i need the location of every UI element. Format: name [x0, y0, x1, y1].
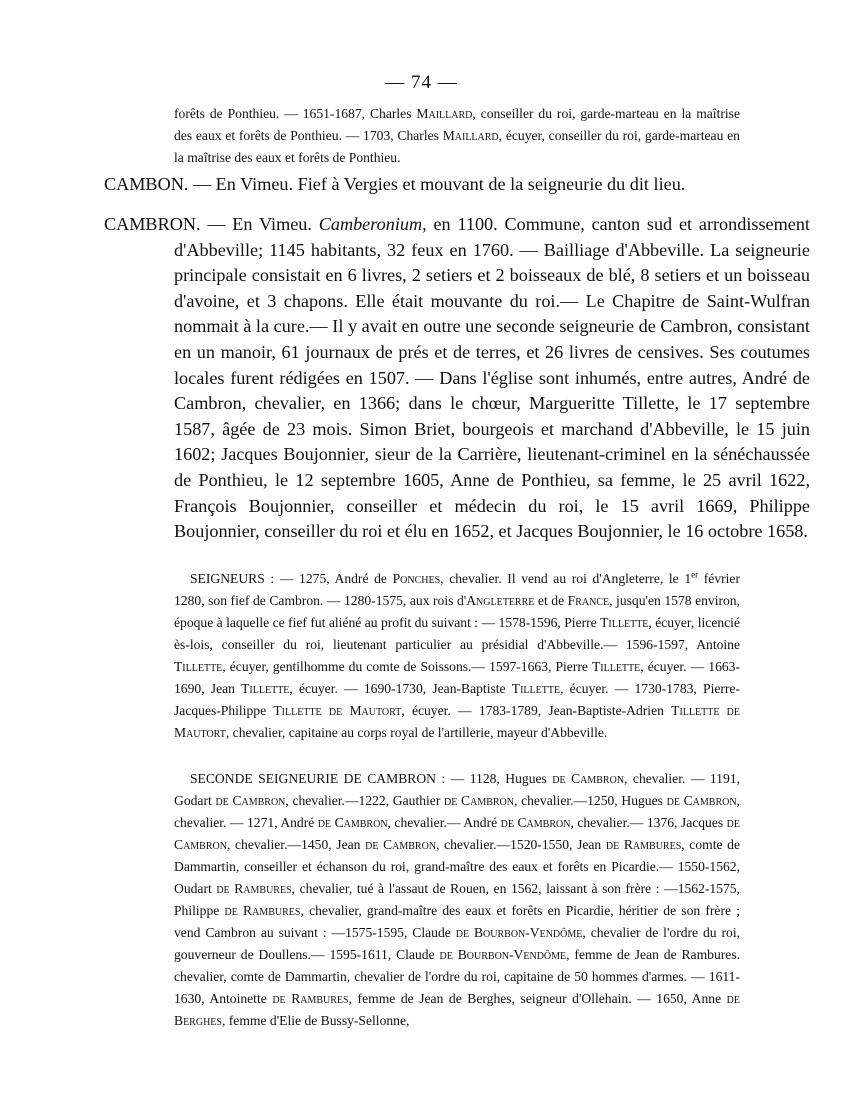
surname: France: [567, 593, 610, 608]
surname: de Bourbon-Vendôme: [455, 925, 583, 940]
surname: de Rambures: [272, 991, 349, 1006]
surname: Ponches: [392, 571, 441, 586]
surname: Tillette de Mautort: [273, 703, 402, 718]
surname: de Cambron: [174, 815, 740, 852]
superscript: er: [691, 569, 699, 580]
surname: Maillard: [442, 128, 499, 143]
surname: de Rambures: [605, 837, 682, 852]
surname: Angleterre: [466, 593, 535, 608]
entry-cambron: CAMBRON. — En Vimeu. Camberonium, en 1100. Commune, canton sud et arrondissement d'Abbeville; 1145 habitants, 32 feux en 1760. — Bailliage d'Abbeville. La seigneurie principale consistait en 6 livres, 2 setiers et 2 boisseaux de blé, 8 setiers et un boisseau d'avoine, et 3 chapons. Elle était mouvante du roi.— Le Chapitre de Saint-Wulfran nommait à la cure.— Il y avait en outre une seconde seigneurie de Cambron, consistant en un manoir, 61 journaux de prés et de terres, et 26 livres de censives. Ses coutumes locales furent rédigées en 1507. — Dans l'église sont inhumés, entre autres, André de Cambron, chevalier, en 1366; dans le chœur, Margueritte Tillette, le 17 septembre 1587, âgée de 23 mois. Simon Briet, bourgeois et marchand d'Abbeville, le 15 juin 1602; Jacques Boujonnier, sieur de la Carrière, lieutenant-criminel en la sénéchaussée de Ponthieu, le 12 septembre 1605, Anne de Ponthieu, sa femme, le 25 avril 1622, François Boujonnier, conseiller et médecin du roi, le 15 avril 1669, Philippe Boujonnier, conseiller du roi et élu en 1652, et Jacques Boujonnier, le 16 octobre 1658.: [104, 214, 810, 542]
surname: de Cambron: [552, 771, 625, 786]
surname: de Cambron: [500, 815, 571, 830]
surname: de Berghes: [174, 991, 740, 1028]
continuation-paragraph: forêts de Ponthieu. — 1651-1687, Charles Maillard, conseiller du roi, garde-marteau en la maîtrise des eaux et forêts de Ponthieu. — 1703, Charles Maillard, écuyer, conseiller du roi, garde-marteau en la maîtrise des eaux et forêts de Ponthieu.: [174, 106, 740, 165]
entry-heading: CAMBON.: [104, 174, 189, 194]
seigneurs-paragraph: SEIGNEURS : — 1275, André de Ponches, chevalier. Il vend au roi d'Angleterre, le 1er février 1280, son fief de Cambron. — 1280-1575, aux rois d'Angleterre et de France, jusqu'en 1578 environ, époque à laquelle ce fief fut aliéné au profit du suivant : — 1578-1596, Pierre Tillette, écuyer, licencié ès-lois, conseiller du roi, lieutenant particulier au présidial d'Abbeville.— 1596-1597, Antoine Tillette, écuyer, gentilhomme du comte de Soissons.— 1597-1663, Pierre Tillette, écuyer. — 1663-1690, Jean Tillette, écuyer. — 1690-1730, Jean-Baptiste Tillette, écuyer. — 1730-1783, Pierre-Jacques-Philippe Tillette de Mautort, écuyer. — 1783-1789, Jean-Baptiste-Adrien Tillette de Mautort, chevalier, capitaine au corps royal de l'artillerie, mayeur d'Abbeville.: [174, 569, 741, 740]
surname: de Cambron: [666, 793, 737, 808]
seconde-seigneurie-paragraph: SECONDE SEIGNEURIE DE CAMBRON : — 1128, Hugues de Cambron, chevalier. — 1191, Godart de Cambron, chevalier.—1222, Gauthier de Cambron, chevalier.—1250, Hugues de Cambron, chevalier. — 1271, André de Cambron, chevalier.— André de Cambron, chevalier.— 1376, Jacques de Cambron, chevalier.—1450, Jean de Cambron, chevalier.—1520-1550, Jean de Rambures, comte de Dammartin, conseiller et échanson du roi, grand-maître des eaux et forêts en Picardie.— 1550-1562, Oudart de Rambures, chevalier, tué à l'assaut de Rouen, en 1562, laissant à son frère : —1562-1575, Philippe de Rambures, chevalier, grand-maître des eaux et forêts en Picardie, héritier de son frère ; vend Cambron au suivant : —1575-1595, Claude de Bourbon-Vendôme, chevalier de l'ordre du roi, gouverneur de Doullens.— 1595-1611, Claude de Bourbon-Vendôme, femme de Jean de Rambures. chevalier, comte de Dammartin, chevalier de l'ordre du roi, capitaine de 50 hommes d'armes. — 1611-1630, Antoinette de Rambures, femme de Jean de Berghes, seigneur d'Ollehain. — 1650, Anne de Berghes, femme d'Elie de Bussy-Sellonne,: [174, 771, 741, 1028]
surname: de Rambures: [224, 903, 301, 918]
entry-heading: CAMBRON.: [104, 214, 201, 234]
surname: Tillette: [511, 681, 561, 696]
surname: Tillette: [174, 659, 223, 674]
section-label: SEIGNEURS :: [190, 571, 275, 586]
surname: de Cambron: [317, 815, 388, 830]
surname: de Cambron: [444, 793, 514, 808]
page-number: — 74 —: [385, 72, 458, 93]
surname: de Rambures: [216, 881, 292, 896]
surname: de Bourbon-Vendôme: [439, 947, 567, 962]
section-label: SECONDE SEIGNEURIE DE CAMBRON :: [190, 771, 446, 786]
surname: de Cambron: [215, 793, 286, 808]
latin-name: Camberonium: [318, 214, 423, 234]
entry-cambon: CAMBON. — En Vimeu. Fief à Vergies et mouvant de la seigneurie du dit lieu.: [104, 174, 686, 194]
surname: Maillard: [416, 106, 473, 121]
surname: Tillette de Mautort: [174, 703, 741, 740]
surname: Tillette: [591, 659, 641, 674]
surname: de Cambron: [365, 837, 437, 852]
surname: Tillette: [241, 681, 290, 696]
surname: Tillette: [600, 615, 649, 630]
